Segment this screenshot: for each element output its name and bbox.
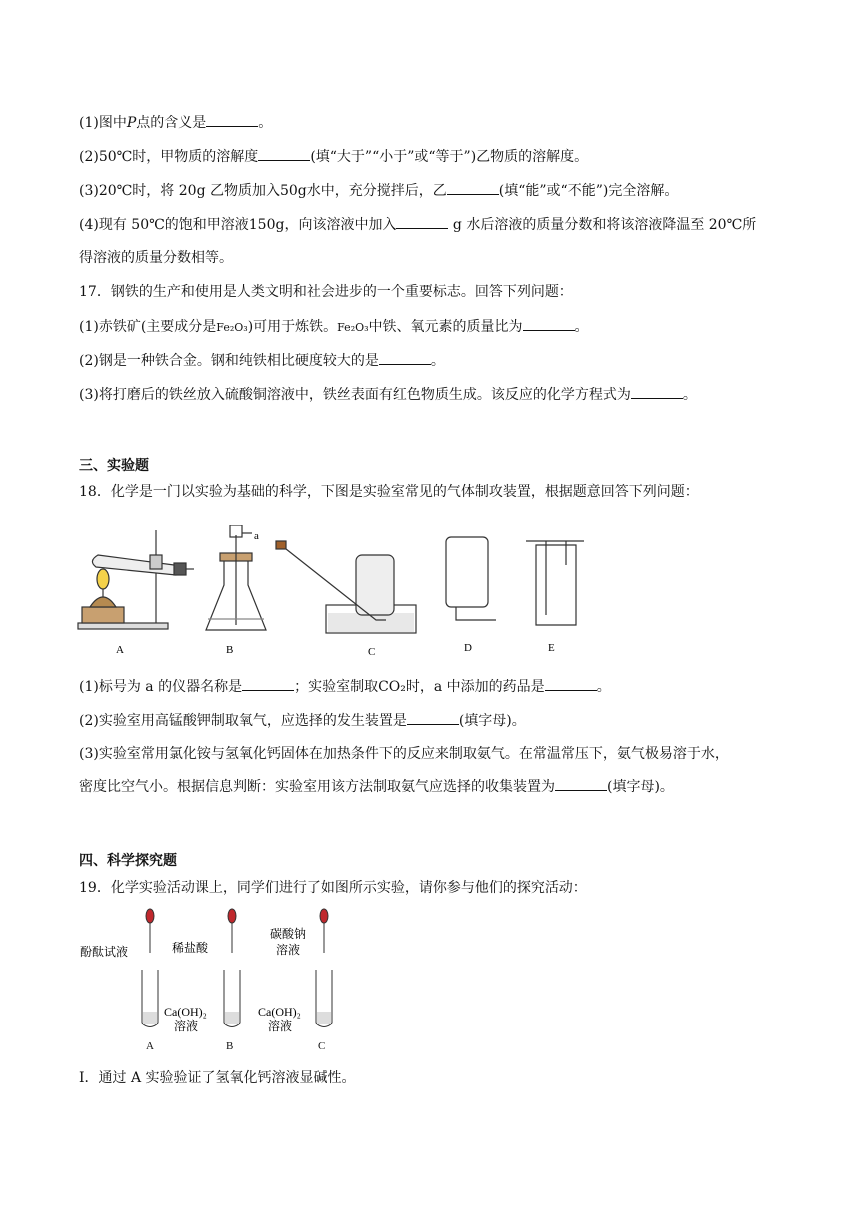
stand-base xyxy=(78,623,168,629)
q16-part3: (3)20℃时，将 20g 乙物质加入50g水中，充分搅拌后，乙 (填“能”或“不能”)完全溶解。 xyxy=(79,180,678,201)
label-D: D xyxy=(464,642,472,654)
answer-blank[interactable] xyxy=(258,146,310,161)
test-tube-figure xyxy=(76,908,356,1033)
solution-label-c: 溶液 xyxy=(268,1019,293,1033)
section-title: 三、实验题 xyxy=(79,458,149,474)
answer-blank[interactable] xyxy=(379,350,431,365)
solution-caoh2-c: Ca(OH)₂ xyxy=(258,1005,301,1019)
label-C: C xyxy=(368,646,376,658)
q16-part4: (4)现有 50℃的饱和甲溶液150g，向该溶液中加入 g 水后溶液的质量分数和将该溶液降温至 20℃所 xyxy=(79,214,756,235)
label-A: A xyxy=(146,1040,154,1052)
reagent-na2co3-sol: 溶液 xyxy=(276,943,301,957)
answer-blank[interactable] xyxy=(206,112,258,127)
section-title: 四、科学探究题 xyxy=(79,853,177,869)
q17-stem: 17．钢铁的生产和使用是人类文明和社会进步的一个重要标志。回答下列问题： xyxy=(79,284,573,300)
reagent-na2co3: 碳酸钠 xyxy=(270,927,307,941)
marker-a: a xyxy=(254,530,259,542)
label-B: B xyxy=(226,644,234,656)
label-E: E xyxy=(548,642,555,654)
label-B: B xyxy=(226,1040,234,1052)
q18-part3: (3)实验室常用氯化铵与氢氧化钙固体在加热条件下的反应来制取氨气。在常温常压下，氨气极易溶于水， xyxy=(79,746,729,762)
q18-part3-cont: 密度比空气小。根据信息判断：实验室用该方法制取氨气应选择的收集装置为 (填字母)。 xyxy=(79,776,674,797)
label-A: A xyxy=(116,644,124,656)
label-C: C xyxy=(318,1040,326,1052)
solution-label-b: 溶液 xyxy=(174,1019,199,1033)
q18-part1: (1)标号为 a 的仪器名称是 ；实验室制取CO₂时，a 中添加的药品是 。 xyxy=(79,676,611,697)
answer-blank[interactable] xyxy=(447,180,499,195)
q17-part2: (2)钢是一种铁合金。钢和纯铁相比硬度较大的是 。 xyxy=(79,350,445,371)
q16-part2: (2)50℃时，甲物质的溶解度 (填“大于”“小于”或“等于”)乙物质的溶解度。 xyxy=(79,146,588,167)
reagent-phenolphthalein: 酚酞试液 xyxy=(80,945,129,959)
q17-part1: (1)赤铁矿(主要成分是Fe₂O₃)可用于炼铁。Fe₂O₃中铁、氧元素的质量比为 。 xyxy=(79,316,589,338)
answer-blank[interactable] xyxy=(631,384,683,399)
q19-part1: I．通过 A 实验验证了氢氧化钙溶液显碱性。 xyxy=(79,1070,356,1086)
q16-part1: (1)图中P点的含义是 。 xyxy=(79,112,272,133)
answer-blank[interactable] xyxy=(545,676,597,691)
q17-part3: (3)将打磨后的铁丝放入硫酸铜溶液中，铁丝表面有红色物质生成。该反应的化学方程式为 。 xyxy=(79,384,697,405)
q18-stem: 18．化学是一门以实验为基础的科学，下图是实验室常见的气体制攻装置，根据题意回答下列问题： xyxy=(79,484,699,500)
q16-part4-cont: 得溶液的质量分数相等。 xyxy=(79,250,233,266)
apparatus-figure xyxy=(76,525,596,665)
q19-stem: 19．化学实验活动课上，同学们进行了如图所示实验，请你参与他们的探究活动： xyxy=(79,880,587,896)
answer-blank[interactable] xyxy=(523,316,575,331)
solution-caoh2-b: Ca(OH)₂ xyxy=(164,1005,207,1019)
answer-blank[interactable] xyxy=(407,710,459,725)
answer-blank[interactable] xyxy=(555,776,607,791)
answer-blank[interactable] xyxy=(242,676,294,691)
answer-blank[interactable] xyxy=(396,214,448,229)
q18-part2: (2)实验室用高锰酸钾制取氧气，应选择的发生装置是 (填字母)。 xyxy=(79,710,526,731)
reagent-hcl: 稀盐酸 xyxy=(172,941,209,955)
